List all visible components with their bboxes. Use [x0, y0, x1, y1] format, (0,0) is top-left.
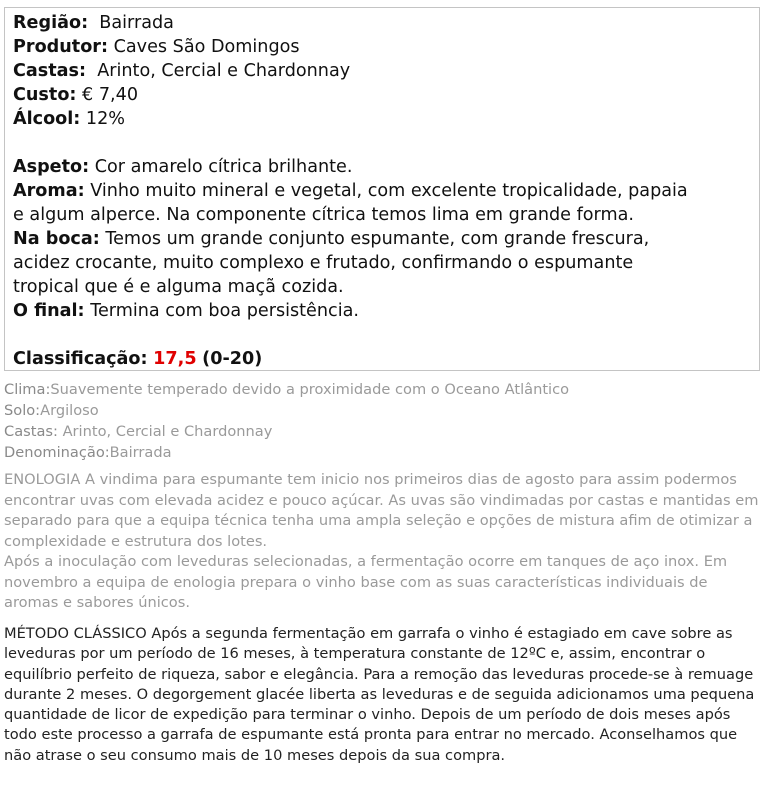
enologia-paragraph-1 [4, 470, 764, 552]
denominacao-label: Denominação: [4, 444, 110, 461]
clima-value: Suavemente temperado devido a proximidade com o Oceano Atlântico [50, 381, 570, 398]
clima-label: Clima: [4, 381, 51, 398]
castas-label: Castas: [13, 61, 87, 81]
solo-row [4, 400, 764, 421]
info-castas-value: Arinto, Cercial e Chardonnay [62, 423, 273, 440]
score-scale: (0-20) [202, 349, 263, 369]
classificacao-row [13, 347, 759, 371]
vineyard-info [4, 379, 764, 463]
enologia-heading: ENOLOGIA [4, 471, 81, 488]
metodo-heading: MÉTODO CLÁSSICO [4, 625, 147, 642]
tasting-sheet [4, 7, 760, 371]
custo-row [13, 83, 759, 107]
boca-text-1: Temos um grande conjunto espumante, com grande frescura, [105, 229, 650, 249]
produtor-value: Caves São Domingos [113, 37, 300, 57]
produtor-row [13, 35, 759, 59]
alcool-value: 12% [85, 109, 126, 129]
solo-value: Argiloso [40, 402, 99, 419]
boca-text-3: tropical que é e alguma maçã cozida. [13, 277, 344, 297]
metodo-text: Após a segunda fermentação em garrafa o vinho é estagiado em cave sobre as leveduras por um período de 16 meses, à temperatura constante de 12ºC e, assim, encontrar o equilíbrio perfeito de riqueza, sabor e elegância. Para a remoção das leveduras procede-se à remuage durante 2 meses. O degorgement glacée liberta as leveduras e de seguida adicionamos uma pequena quantidade de licor de expedição para terminar o vinho. Depois de um período de dois meses após todo este processo a garrafa de espumante está pronta para entrar no mercado. Aconselhamos que não atrase o seu consumo mais de 10 meses depois da sua compra. [4, 625, 755, 764]
boca-label: Na boca: [13, 229, 100, 249]
final-value: Termina com boa persistência. [90, 301, 359, 321]
regiao-row [13, 11, 759, 35]
aspeto-value: Cor amarelo cítrica brilhante. [94, 157, 353, 177]
custo-value: € 7,40 [82, 85, 139, 105]
alcool-label: Álcool: [13, 109, 81, 129]
regiao-value: Bairrada [99, 13, 174, 33]
alcool-row [13, 107, 759, 131]
aroma-text-1: Vinho muito mineral e vegetal, com excelente tropicalidade, papaia [90, 181, 688, 201]
metodo-section [4, 624, 764, 766]
enologia-text-2: Após a inoculação com leveduras selecionadas, a fermentação ocorre em tanques de aço inox. Em novembro a equipa de enologia prepara o vinho base com as suas características individuais de aromas e sabores únicos. [4, 553, 728, 611]
info-castas-row [4, 421, 764, 442]
aroma-text-2: e algum alperce. Na componente cítrica temos lima em grande forma. [13, 205, 634, 225]
final-label: O final: [13, 301, 85, 321]
clima-row [4, 379, 764, 400]
solo-label: Solo: [4, 402, 41, 419]
aspeto-label: Aspeto: [13, 157, 90, 177]
produtor-label: Produtor: [13, 37, 108, 57]
classificacao-label: Classificação: [13, 349, 148, 369]
denominacao-value: Bairrada [109, 444, 172, 461]
enologia-text-1: A vindima para espumante tem inicio nos primeiros dias de agosto para assim podermos encontrar uvas com elevada acidez e pouco açúcar. As uvas são vindimadas por castas e mantidas em separado para que a equipa técnica tenha uma ampla seleção e opções de mistura afim de otimizar a complexidade e estrutura dos lotes. [4, 471, 759, 550]
score-value: 17,5 [153, 349, 197, 369]
castas-row [13, 59, 759, 83]
boca-row [13, 227, 759, 251]
castas-value: Arinto, Cercial e Chardonnay [97, 61, 351, 81]
aroma-label: Aroma: [13, 181, 85, 201]
aspeto-row [13, 155, 759, 179]
custo-label: Custo: [13, 85, 77, 105]
enologia-section [4, 470, 764, 614]
regiao-label: Região: [13, 13, 89, 33]
info-castas-label: Castas: [4, 423, 58, 440]
boca-text-2: acidez crocante, muito complexo e frutado, confirmando o espumante [13, 253, 634, 273]
denominacao-row [4, 442, 764, 463]
final-row [13, 299, 759, 323]
aroma-row [13, 179, 759, 203]
